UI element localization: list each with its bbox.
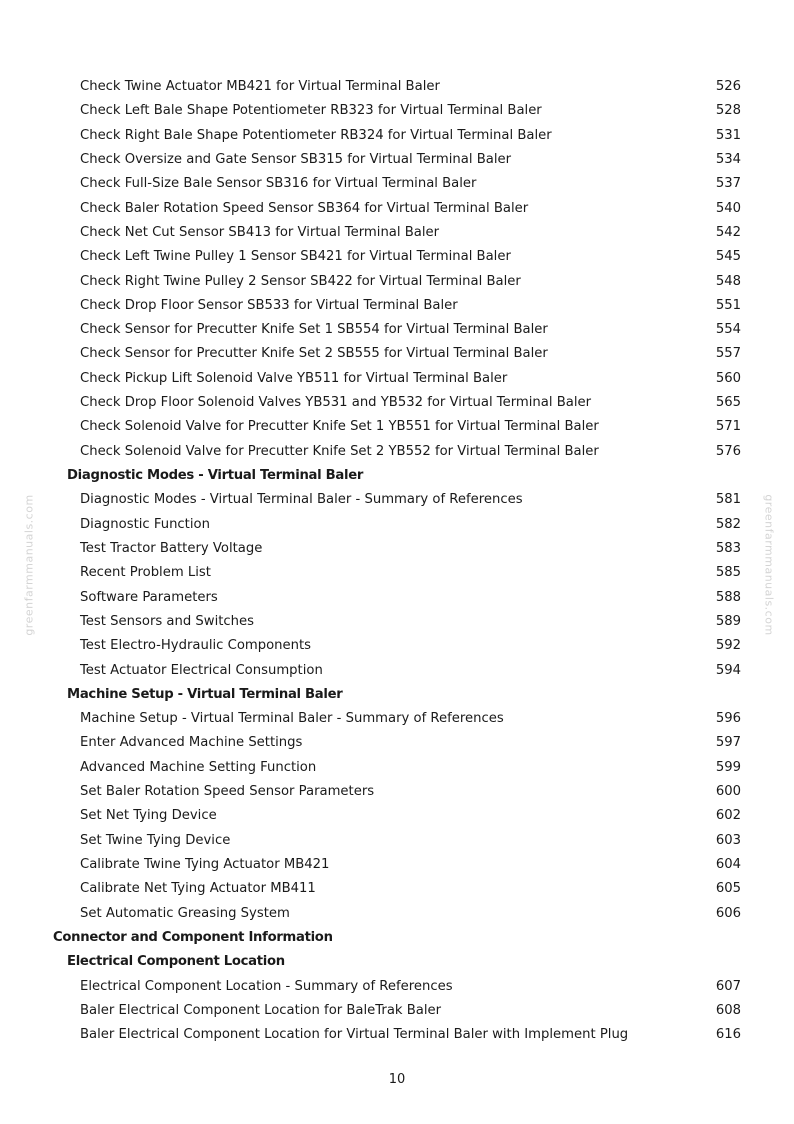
toc-entry-page: 592	[715, 638, 741, 654]
toc-entry[interactable]	[0, 99, 794, 123]
toc-entry-page: 540	[715, 200, 741, 216]
toc-entry-title: Diagnostic Function	[80, 516, 210, 532]
toc-entry[interactable]	[0, 707, 794, 731]
toc-entry[interactable]	[0, 829, 794, 853]
toc-entry-title: Set Automatic Greasing System	[80, 905, 290, 921]
toc-entry[interactable]	[0, 999, 794, 1023]
toc-entry-page: 583	[715, 540, 741, 556]
toc-entry-title: Set Twine Tying Device	[80, 832, 231, 848]
toc-entry-title: Machine Setup - Virtual Terminal Baler	[67, 686, 343, 702]
toc-entry[interactable]	[0, 610, 794, 634]
toc-entry[interactable]	[0, 270, 794, 294]
toc-entry[interactable]	[0, 975, 794, 999]
toc-entry[interactable]	[0, 902, 794, 926]
toc-entry[interactable]	[0, 148, 794, 172]
toc-entry-page: 576	[715, 443, 741, 459]
toc-entry[interactable]	[0, 197, 794, 221]
toc-entry-title: Check Sensor for Precutter Knife Set 2 SB555 for Virtual Terminal Baler	[80, 346, 548, 362]
toc-entry-title: Recent Problem List	[80, 565, 211, 581]
toc-entry-title: Check Twine Actuator MB421 for Virtual Terminal Baler	[80, 79, 440, 94]
toc-entry-title: Advanced Machine Setting Function	[80, 759, 317, 775]
toc-entry-page: 599	[715, 759, 741, 775]
toc-entry-page: 545	[715, 249, 741, 265]
toc-section-heading[interactable]	[0, 683, 794, 707]
toc-entry[interactable]	[0, 172, 794, 196]
toc-entry-title: Check Right Twine Pulley 2 Sensor SB422 for Virtual Terminal Baler	[80, 273, 521, 289]
toc-entry-title: Check Oversize and Gate Sensor SB315 for Virtual Terminal Baler	[80, 151, 512, 167]
toc-section-heading[interactable]	[0, 950, 794, 974]
toc-entry-page: 542	[715, 224, 741, 240]
toc-entry-page: 582	[715, 516, 741, 532]
toc-entry[interactable]	[0, 877, 794, 901]
toc-entry-page: 585	[715, 565, 741, 581]
toc-entry-page: 531	[715, 127, 741, 143]
toc-entry[interactable]	[0, 586, 794, 610]
toc-entry-title: Baler Electrical Component Location for Virtual Terminal Baler with Implement Plug	[80, 1027, 629, 1043]
toc-entry-page: 551	[715, 297, 741, 313]
toc-entry-page: 604	[715, 857, 741, 872]
toc-entry[interactable]	[0, 634, 794, 658]
toc-entry-page: 605	[715, 881, 741, 897]
toc-entry-title: Electrical Component Location	[67, 954, 285, 970]
toc-entry-page: 565	[715, 395, 741, 411]
toc-entry[interactable]	[0, 804, 794, 828]
toc-entry-title: Check Right Bale Shape Potentiometer RB324 for Virtual Terminal Baler	[80, 127, 552, 143]
toc-entry-title: Calibrate Twine Tying Actuator MB421	[80, 857, 330, 872]
toc-entry-page: 548	[715, 273, 741, 289]
toc-section-heading[interactable]	[0, 464, 794, 488]
toc-entry-title: Software Parameters	[80, 589, 218, 605]
toc-entry-page: 537	[715, 176, 741, 192]
toc-entry-title: Connector and Component Information	[53, 929, 333, 945]
toc-entry-page: 560	[715, 370, 741, 386]
toc-entry-title: Machine Setup - Virtual Terminal Baler - Summary of References	[80, 711, 504, 727]
toc-entry-title: Diagnostic Modes - Virtual Terminal Baler - Summary of References	[80, 492, 523, 508]
toc-entry-page: 594	[715, 662, 741, 678]
toc-entry[interactable]	[0, 391, 794, 415]
toc-entry-page: 596	[715, 711, 741, 727]
toc-entry-title: Diagnostic Modes - Virtual Terminal Baler	[67, 468, 364, 483]
toc-entry-page: 534	[715, 151, 741, 167]
toc-entry-title: Check Left Twine Pulley 1 Sensor SB421 for Virtual Terminal Baler	[80, 249, 511, 265]
toc-entry-title: Test Electro-Hydraulic Components	[80, 638, 312, 654]
toc-entry[interactable]	[0, 1023, 794, 1047]
toc-entry[interactable]	[0, 731, 794, 755]
toc-entry-title: Check Solenoid Valve for Precutter Knife Set 2 YB552 for Virtual Terminal Baler	[80, 443, 599, 459]
table-of-contents	[0, 75, 794, 1048]
toc-entry-title: Check Full-Size Bale Sensor SB316 for Virtual Terminal Baler	[80, 176, 477, 192]
toc-entry-page: 588	[715, 589, 741, 605]
toc-entry-title: Test Tractor Battery Voltage	[80, 540, 263, 556]
toc-entry-title: Check Pickup Lift Solenoid Valve YB511 for Virtual Terminal Baler	[80, 370, 508, 386]
toc-entry[interactable]	[0, 561, 794, 585]
toc-entry[interactable]	[0, 488, 794, 512]
toc-entry-title: Test Actuator Electrical Consumption	[80, 662, 323, 678]
toc-entry-title: Electrical Component Location - Summary of References	[80, 978, 453, 994]
toc-entry-page: 557	[715, 346, 741, 362]
toc-entry-title: Set Net Tying Device	[80, 808, 217, 824]
toc-entry[interactable]	[0, 659, 794, 683]
toc-entry-page: 528	[715, 103, 741, 119]
toc-entry-page: 607	[715, 978, 741, 994]
toc-section-heading[interactable]	[0, 926, 794, 950]
toc-entry[interactable]	[0, 513, 794, 537]
toc-entry-title: Check Left Bale Shape Potentiometer RB323 for Virtual Terminal Baler	[80, 103, 542, 119]
toc-entry-page: 602	[715, 808, 741, 824]
toc-entry-title: Check Net Cut Sensor SB413 for Virtual Terminal Baler	[80, 224, 440, 240]
toc-entry-title: Check Drop Floor Solenoid Valves YB531 and YB532 for Virtual Terminal Baler	[80, 395, 592, 411]
watermark-left: greenfarmmanuals.com	[22, 494, 36, 636]
toc-entry-title: Enter Advanced Machine Settings	[80, 735, 303, 751]
toc-entry[interactable]	[0, 537, 794, 561]
toc-entry[interactable]	[0, 75, 794, 99]
toc-entry-page: 581	[715, 492, 741, 508]
watermark-right: greenfarmmanuals.com	[762, 494, 776, 636]
toc-entry-page: 554	[715, 322, 741, 338]
toc-entry-page: 608	[715, 1002, 741, 1018]
toc-entry[interactable]	[0, 440, 794, 464]
toc-entry[interactable]	[0, 756, 794, 780]
toc-entry[interactable]	[0, 367, 794, 391]
toc-entry-title: Test Sensors and Switches	[80, 613, 255, 629]
toc-entry-page: 616	[715, 1027, 741, 1043]
toc-entry[interactable]	[0, 318, 794, 342]
toc-entry-page: 603	[715, 832, 741, 848]
toc-entry-page: 526	[715, 79, 741, 94]
toc-entry-title: Check Solenoid Valve for Precutter Knife Set 1 YB551 for Virtual Terminal Baler	[80, 419, 599, 435]
toc-entry[interactable]	[0, 780, 794, 804]
toc-entry-title: Check Sensor for Precutter Knife Set 1 SB554 for Virtual Terminal Baler	[80, 322, 548, 338]
toc-entry-title: Set Baler Rotation Speed Sensor Parameters	[80, 784, 375, 800]
toc-entry[interactable]	[0, 853, 794, 877]
toc-entry-page: 597	[715, 735, 741, 751]
toc-entry[interactable]	[0, 294, 794, 318]
toc-entry[interactable]	[0, 124, 794, 148]
page-number: 10	[388, 1072, 406, 1087]
toc-entry[interactable]	[0, 415, 794, 439]
toc-entry-title: Check Baler Rotation Speed Sensor SB364 for Virtual Terminal Baler	[80, 200, 529, 216]
toc-entry[interactable]	[0, 221, 794, 245]
toc-entry-title: Check Drop Floor Sensor SB533 for Virtual Terminal Baler	[80, 297, 458, 313]
toc-entry[interactable]	[0, 245, 794, 269]
toc-entry-title: Calibrate Net Tying Actuator MB411	[80, 881, 316, 897]
toc-entry-title: Baler Electrical Component Location for BaleTrak Baler	[80, 1002, 442, 1018]
toc-entry[interactable]	[0, 342, 794, 366]
toc-entry-page: 600	[715, 784, 741, 800]
toc-entry-page: 589	[715, 613, 741, 629]
toc-entry-page: 606	[715, 905, 741, 921]
toc-entry-page: 571	[715, 419, 741, 435]
